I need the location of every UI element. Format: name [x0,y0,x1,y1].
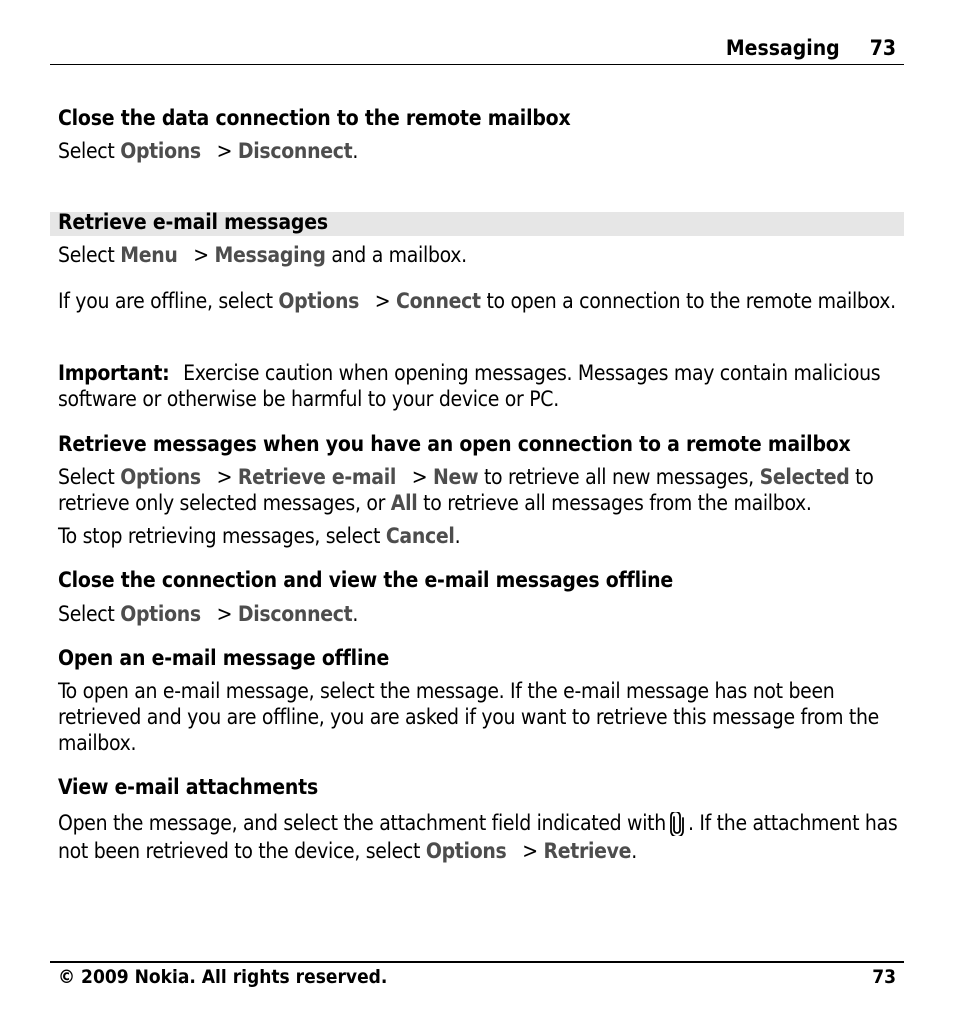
menu-term-retrieve: Retrieve [543,839,632,863]
menu-term-cancel: Cancel [385,524,455,548]
menu-term-disconnect: Disconnect [237,602,353,626]
paragraph-open-offline: To open an e-mail message, select the message. If the e-mail message has not been retrieved and you are offline, you are asked if you want to retrieve this message from the mailbox. [58,679,879,755]
paragraph-select-mailbox: Select Menu > Messaging and a mailbox. [58,243,467,267]
footer-rule [50,961,904,963]
paperclip-icon [668,812,686,836]
menu-term-options: Options [120,139,201,163]
heading-open-offline: Open an e-mail message offline [58,646,390,670]
heading-close-and-view-offline: Close the connection and view the e-mail messages offline [58,568,673,592]
heading-retrieve-open-connection: Retrieve messages when you have an open connection to a remote mailbox [58,432,851,456]
section-title: Messaging [725,36,840,60]
paragraph-view-attachments: Open the message, and select the attachment field indicated with . If the attachment has not been retrieved to the device, select Options > Retrieve. [58,811,898,863]
menu-term-new: New [433,465,479,489]
menu-term-messaging: Messaging [214,243,326,267]
paragraph-close-and-view-offline: Select Options > Disconnect. [58,602,359,626]
running-header [726,36,896,60]
section-heading-retrieve-email: Retrieve e-mail messages [58,210,328,234]
menu-term-all: All [390,491,418,515]
menu-term-menu: Menu [120,243,178,267]
heading-view-attachments: View e-mail attachments [58,775,319,799]
menu-term-selected: Selected [759,465,850,489]
paragraph-close-data-connection: Select Options > Disconnect. [58,139,359,163]
menu-term-disconnect: Disconnect [237,139,353,163]
paragraph-stop-retrieving: To stop retrieving messages, select Cancel. [58,524,461,548]
heading-close-data-connection: Close the data connection to the remote mailbox [58,106,571,130]
menu-term-options: Options [278,289,360,313]
menu-term-options: Options [425,839,507,863]
header-rule [50,64,904,65]
page-footer [58,966,896,988]
menu-term-options: Options [120,465,201,489]
menu-term-connect: Connect [396,289,481,313]
important-label: Important: [58,361,170,385]
paragraph-retrieve-options: Select Options > Retrieve e-mail > New to retrieve all new messages, Selected to retrieve only selected messages, or All to retrieve all messages from the mailbox. [58,465,874,515]
footer-page-number: 73 [872,966,896,988]
menu-term-options: Options [120,602,201,626]
header-page-number: 73 [869,36,896,60]
paragraph-offline-connect: If you are offline, select Options > Connect to open a connection to the remote mailbox. [58,289,896,313]
copyright-notice: © 2009 Nokia. All rights reserved. [58,966,388,988]
menu-term-retrieve-email: Retrieve e-mail [237,465,397,489]
important-notice: Important: Exercise caution when opening messages. Messages may contain malicious software or otherwise be harmful to your device or PC. [58,361,881,411]
